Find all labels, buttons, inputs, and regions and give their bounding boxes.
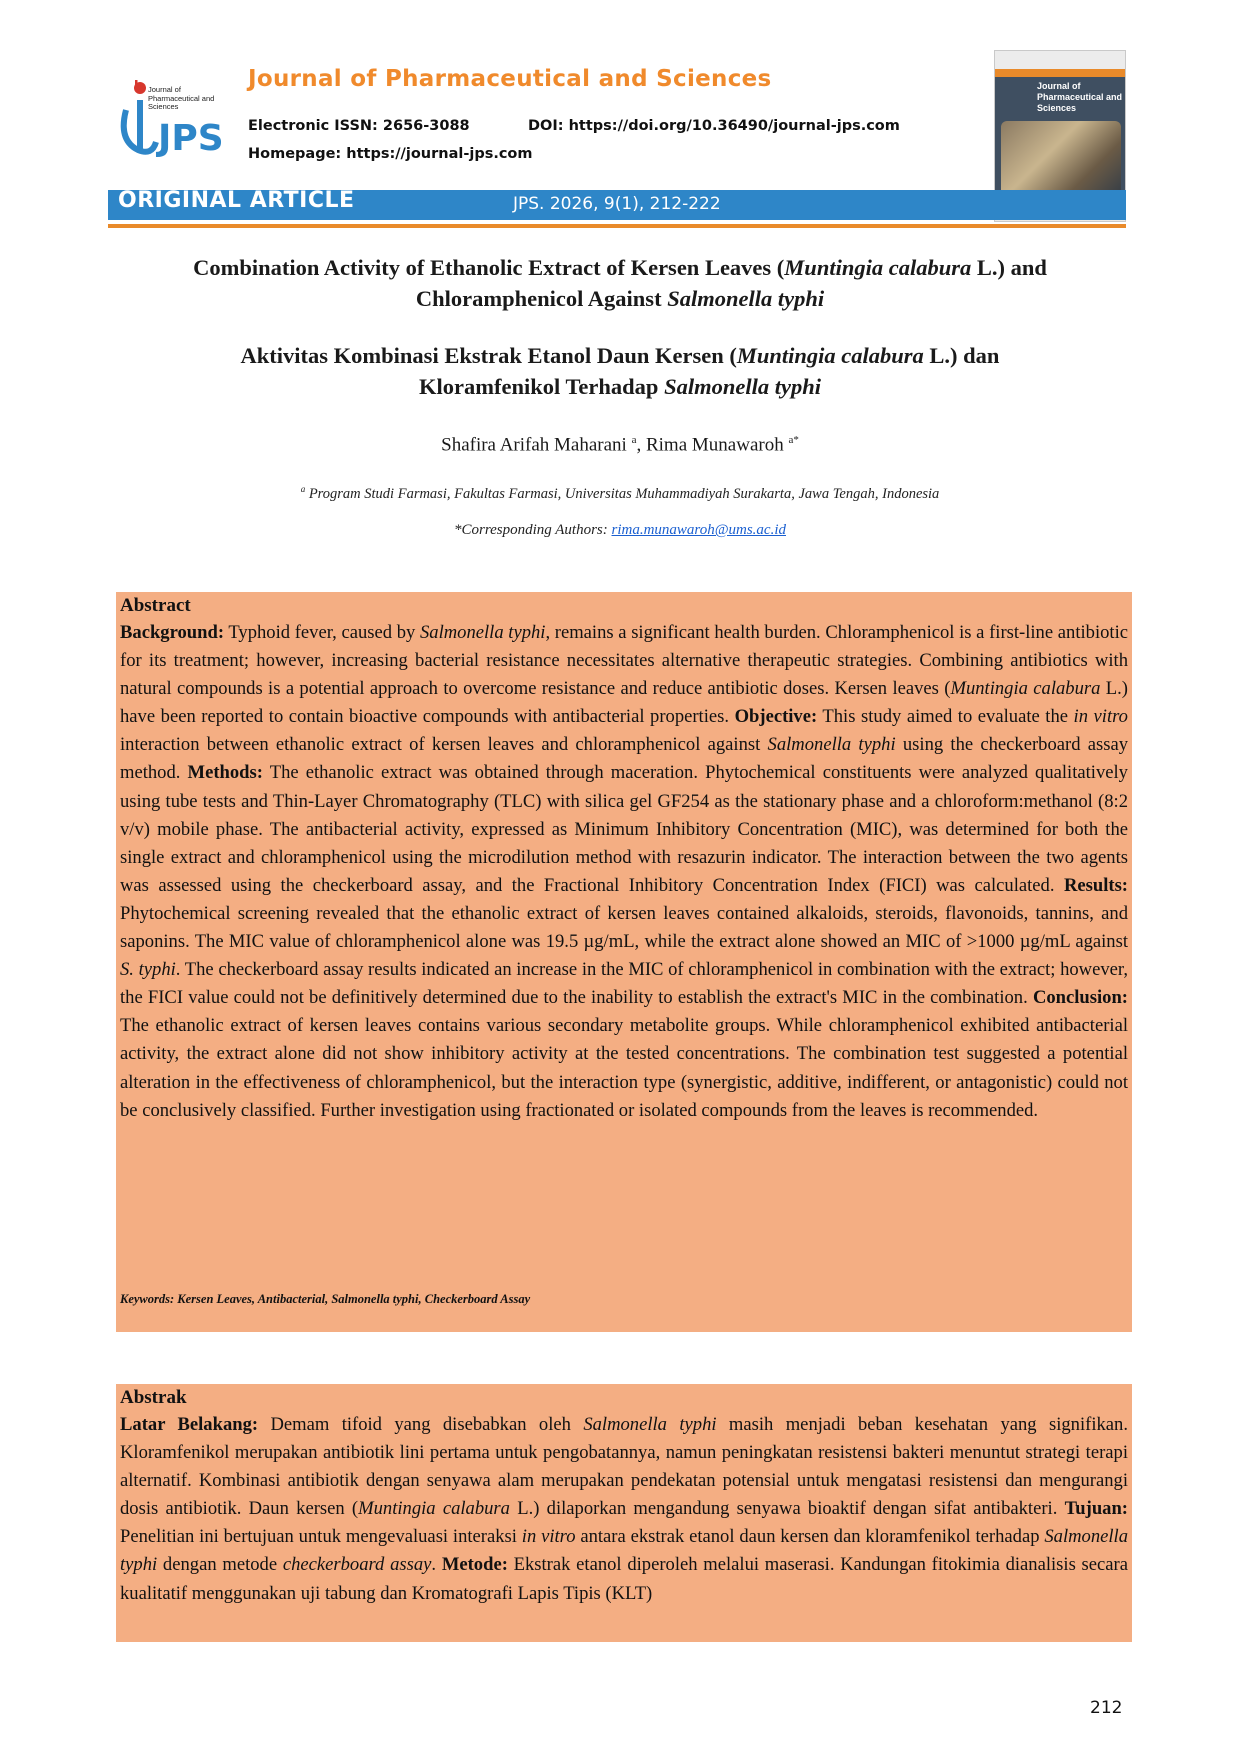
issn: Electronic ISSN: 2656-3088	[248, 118, 470, 134]
doi-link[interactable]: DOI: https://doi.org/10.36490/journal-jps.com	[528, 118, 900, 134]
cover-title: Journal of Pharmaceutical and Sciences	[1037, 81, 1123, 113]
affiliation: $^a$ Program Studi Farmasi, Fakultas Farmasi, Universitas Muhammadiyah Surakarta, Jawa Tengah, Indonesia	[300, 484, 940, 502]
corresponding-author: *Corresponding Authors: rima.munawaroh@ums.ac.id	[453, 522, 786, 538]
header-divider	[108, 224, 1126, 228]
logo-small-text: Journal of Pharmaceutical and Sciences	[148, 86, 215, 111]
journal-title: Journal of Pharmaceutical and Sciences	[248, 66, 772, 92]
abstract-english-box	[116, 592, 1132, 1332]
journal-logo	[118, 70, 230, 160]
abstract-body: Background: Typhoid fever, caused by Salmonella typhi, remains a significant health burden. Chloramphenicol is a first-line antibiotic for its treatment; however, increasing bacterial resistance necessitates alternative therapeutic strategies. Combining antibiotics with natural compounds is a potential approach to overcome resistance and reduce antibiotic doses. Kersen leaves (Muntingia calabura L.) have been reported to contain bioactive compounds with antibacterial properties. Objective: This study aimed to evaluate the in vitro interaction between ethanolic extract of kersen leaves and chloramphenicol against Salmonella typhi using the checkerboard assay method. Methods: The ethanolic extract was obtained through maceration. Phytochemical constituents were analyzed qualitatively using tube tests and Thin-Layer Chromatography (TLC) with silica gel GF254 as the stationary phase and a chloroform:methanol (8:2 v/v) mobile phase. The antibacterial activity, expressed as Minimum Inhibitory Concentration (MIC), was determined for both the single extract and chloramphenicol using the microdilution method with resazurin indicator. The interaction between the two agents was assessed using the checkerboard assay, and the Fractional Inhibitory Concentration Index (FICI) was calculated. Results: Phytochemical screening revealed that the ethanolic extract of kersen leaves contained alkaloids, steroids, flavonoids, tannins, and saponins. The MIC value of chloramphenicol alone was 19.5 µg/mL, while the extract alone showed an MIC of >1000 µg/mL against S. typhi. The checkerboard assay results indicated an increase in the MIC of chloramphenicol in combination with the extract; however, the FICI value could not be definitively determined due to the inability to establish the extract's MIC in the combination. Conclusion: The ethanolic extract of kersen leaves contains various secondary metabolite groups. While chloramphenicol exhibited antibacterial activity, the extract alone did not show inhibitory activity at the tested concentrations. The combination test suggested a potential alteration in the effectiveness of chloramphenicol, but the interaction type (synergistic, additive, indifferent, or antagonistic) could not be conclusively classified. Further investigation using fractionated or isolated compounds from the leaves is recommended.	[120, 622, 1129, 1121]
corresponding-email-link[interactable]: rima.munawaroh@ums.ac.id	[611, 522, 786, 538]
abstrak-heading: Abstrak	[120, 1387, 187, 1408]
author-list: Shafira Arifah Maharani $^a$, Rima Munawaroh $^{a*}$	[441, 434, 799, 456]
title-indonesian: Aktivitas Kombinasi Ekstrak Etanol Daun Kersen (Muntingia calabura L.) dan Kloramfenikol Terhadap Salmonella typhi	[240, 343, 1000, 399]
abstract-indonesian-box	[116, 1384, 1132, 1642]
title-english: Combination Activity of Ethanolic Extract of Kersen Leaves (Muntingia calabura L.) and Chloramphenicol Against Salmonella typhi	[193, 255, 1047, 311]
keywords: Keywords: Kersen Leaves, Antibacterial, Salmonella typhi, Checkerboard Assay	[120, 1292, 531, 1306]
abstract-heading: Abstract	[120, 595, 191, 616]
homepage-link[interactable]: Homepage: https://journal-jps.com	[248, 146, 533, 162]
abstrak-body: Latar Belakang: Demam tifoid yang disebabkan oleh Salmonella typhi masih menjadi beban kesehatan yang signifikan. Kloramfenikol merupakan antibiotik lini pertama untuk pengobatannya, namun peningkatan resistensi bakteri menuntut strategi terapi alternatif. Kombinasi antibiotik dengan senyawa alam merupakan pendekatan potensial untuk mengatasi resistensi dan mengurangi dosis antibiotik. Daun kersen (Muntingia calabura L.) dilaporkan mengandung senyawa bioaktif dengan sifat antibakteri. Tujuan: Penelitian ini bertujuan untuk mengevaluasi interaksi in vitro antara ekstrak etanol daun kersen dan kloramfenikol terhadap Salmonella typhi dengan metode checkerboard assay. Metode: Ekstrak etanol diperoleh melalui maserasi. Kandungan fitokimia dianalisis secara kualitatif menggunakan uji tabung dan Kromatografi Lapis Tipis (KLT)	[120, 1414, 1129, 1604]
logo-text: JPS	[158, 118, 224, 159]
article-type-label: ORIGINAL ARTICLE	[118, 188, 355, 213]
journal-header	[0, 0, 1240, 230]
cover-photo	[1001, 121, 1121, 201]
citation: JPS. 2026, 9(1), 212-222	[513, 194, 721, 214]
page-number: 212	[1090, 1698, 1123, 1718]
